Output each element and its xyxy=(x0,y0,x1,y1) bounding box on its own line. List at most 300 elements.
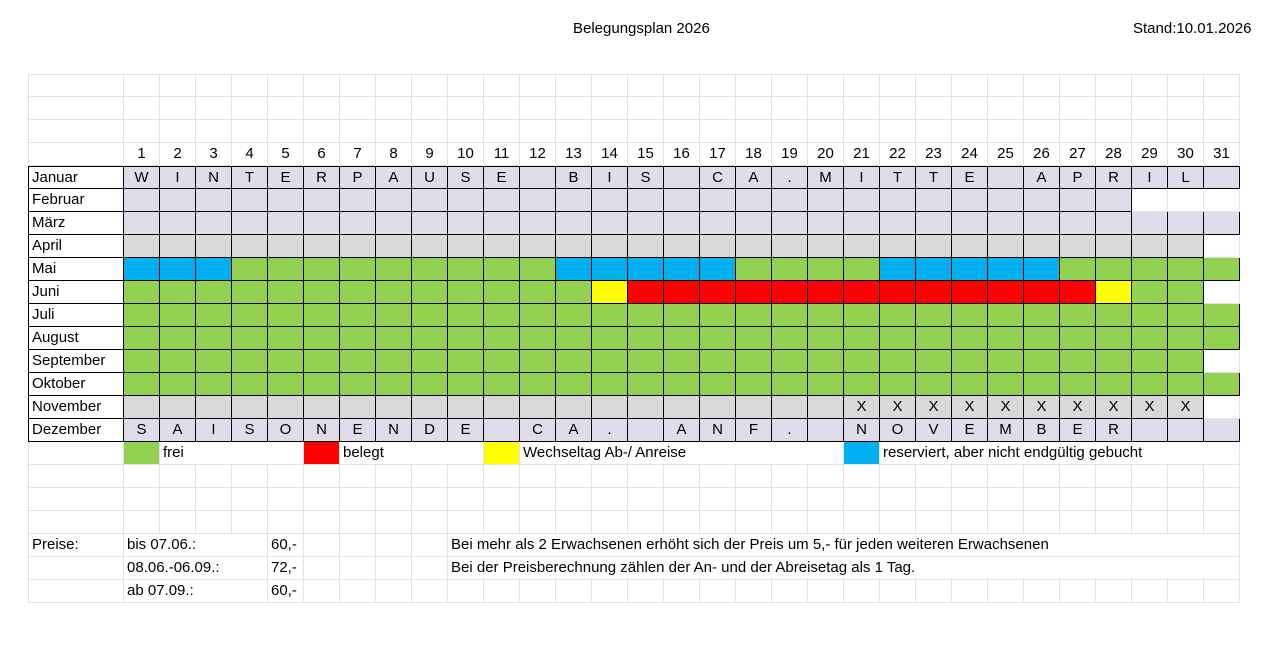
day-cell xyxy=(160,212,196,235)
day-cell xyxy=(880,304,916,327)
empty-cell xyxy=(592,511,628,534)
empty-cell xyxy=(196,97,232,120)
day-number: 6 xyxy=(304,143,340,166)
day-cell xyxy=(1024,281,1060,304)
empty-cell xyxy=(340,557,376,580)
empty-cell xyxy=(1096,74,1132,97)
day-cell xyxy=(1168,304,1204,327)
day-number: 19 xyxy=(772,143,808,166)
price-amount: 72,- xyxy=(268,557,304,580)
day-cell xyxy=(196,281,232,304)
day-cell xyxy=(268,373,304,396)
day-cell xyxy=(268,304,304,327)
day-cell xyxy=(700,281,736,304)
empty-cell xyxy=(988,511,1024,534)
day-cell xyxy=(988,373,1024,396)
day-cell xyxy=(520,396,556,419)
empty-cell xyxy=(124,120,160,143)
day-cell xyxy=(1096,258,1132,281)
day-cell xyxy=(520,327,556,350)
legend-swatch xyxy=(304,442,340,465)
day-number: 27 xyxy=(1060,143,1096,166)
day-cell xyxy=(484,419,520,442)
day-cell xyxy=(232,258,268,281)
day-cell: X xyxy=(916,396,952,419)
empty-cell xyxy=(268,74,304,97)
day-cell xyxy=(160,373,196,396)
day-cell xyxy=(664,327,700,350)
empty-cell xyxy=(304,488,340,511)
day-cell xyxy=(412,212,448,235)
empty-cell xyxy=(592,97,628,120)
empty-cell xyxy=(340,465,376,488)
empty-cell xyxy=(1168,189,1204,212)
day-cell: A xyxy=(664,419,700,442)
month-label: August xyxy=(28,327,124,350)
day-cell xyxy=(916,327,952,350)
day-cell xyxy=(304,212,340,235)
empty-cell xyxy=(520,74,556,97)
day-cell xyxy=(1132,212,1168,235)
day-cell xyxy=(628,212,664,235)
day-cell: M xyxy=(988,419,1024,442)
empty-cell xyxy=(1204,74,1240,97)
empty-cell xyxy=(268,488,304,511)
empty-cell xyxy=(1024,120,1060,143)
day-cell xyxy=(1168,350,1204,373)
empty-cell xyxy=(28,557,124,580)
empty-cell xyxy=(1060,488,1096,511)
day-cell xyxy=(268,281,304,304)
day-cell xyxy=(1168,373,1204,396)
empty-cell xyxy=(592,580,628,603)
day-cell xyxy=(304,304,340,327)
day-cell xyxy=(880,373,916,396)
empty-cell xyxy=(880,120,916,143)
day-cell xyxy=(412,304,448,327)
empty-cell xyxy=(1096,97,1132,120)
day-cell xyxy=(484,373,520,396)
day-cell xyxy=(700,235,736,258)
day-number: 28 xyxy=(1096,143,1132,166)
month-label: Dezember xyxy=(28,419,124,442)
empty-cell xyxy=(520,580,556,603)
empty-cell xyxy=(484,97,520,120)
day-cell xyxy=(1024,350,1060,373)
day-cell xyxy=(736,327,772,350)
day-cell xyxy=(628,281,664,304)
day-cell xyxy=(1096,327,1132,350)
day-cell xyxy=(1204,304,1240,327)
empty-cell xyxy=(232,488,268,511)
day-cell: D xyxy=(412,419,448,442)
empty-cell xyxy=(952,120,988,143)
empty-cell xyxy=(520,511,556,534)
empty-cell xyxy=(160,120,196,143)
day-cell: R xyxy=(1096,166,1132,189)
day-cell xyxy=(412,189,448,212)
day-cell: S xyxy=(232,419,268,442)
empty-cell xyxy=(628,511,664,534)
day-cell xyxy=(340,258,376,281)
empty-cell xyxy=(124,488,160,511)
empty-cell xyxy=(628,580,664,603)
day-cell xyxy=(124,189,160,212)
legend-swatch xyxy=(124,442,160,465)
day-cell xyxy=(520,189,556,212)
day-number: 17 xyxy=(700,143,736,166)
day-cell xyxy=(592,189,628,212)
day-cell xyxy=(448,350,484,373)
day-cell xyxy=(196,396,232,419)
day-number: 22 xyxy=(880,143,916,166)
day-cell xyxy=(520,212,556,235)
empty-cell xyxy=(304,465,340,488)
empty-cell xyxy=(124,74,160,97)
day-cell xyxy=(484,350,520,373)
day-cell xyxy=(664,258,700,281)
empty-cell xyxy=(304,557,340,580)
day-cell xyxy=(1204,327,1240,350)
month-label: November xyxy=(28,396,124,419)
empty-cell xyxy=(196,120,232,143)
day-cell xyxy=(520,281,556,304)
day-number: 10 xyxy=(448,143,484,166)
empty-cell xyxy=(196,465,232,488)
empty-cell xyxy=(448,74,484,97)
empty-cell xyxy=(736,120,772,143)
empty-cell xyxy=(448,97,484,120)
day-cell: . xyxy=(772,419,808,442)
day-cell xyxy=(916,304,952,327)
empty-cell xyxy=(1060,120,1096,143)
day-cell xyxy=(160,327,196,350)
empty-cell xyxy=(28,120,124,143)
day-cell xyxy=(628,373,664,396)
day-number: 26 xyxy=(1024,143,1060,166)
day-cell xyxy=(700,258,736,281)
day-cell xyxy=(412,281,448,304)
day-cell xyxy=(448,373,484,396)
day-cell xyxy=(952,212,988,235)
day-cell xyxy=(268,189,304,212)
empty-cell xyxy=(412,511,448,534)
empty-cell xyxy=(1132,189,1168,212)
day-cell xyxy=(304,350,340,373)
day-cell xyxy=(700,304,736,327)
day-cell xyxy=(412,373,448,396)
day-cell xyxy=(412,396,448,419)
day-cell xyxy=(664,304,700,327)
day-cell xyxy=(700,189,736,212)
day-cell: X xyxy=(880,396,916,419)
day-cell xyxy=(412,350,448,373)
day-cell xyxy=(772,304,808,327)
day-cell xyxy=(1096,235,1132,258)
day-cell xyxy=(808,327,844,350)
empty-cell xyxy=(376,534,412,557)
day-cell xyxy=(772,258,808,281)
day-cell: B xyxy=(556,166,592,189)
empty-cell xyxy=(196,488,232,511)
empty-cell xyxy=(664,74,700,97)
day-cell xyxy=(628,419,664,442)
empty-cell xyxy=(304,120,340,143)
day-cell xyxy=(232,373,268,396)
day-cell xyxy=(1060,189,1096,212)
day-cell xyxy=(736,212,772,235)
empty-cell xyxy=(376,488,412,511)
empty-cell xyxy=(1168,74,1204,97)
empty-cell xyxy=(1132,97,1168,120)
empty-cell xyxy=(412,97,448,120)
day-cell xyxy=(304,396,340,419)
empty-cell xyxy=(124,465,160,488)
empty-cell xyxy=(772,465,808,488)
day-cell xyxy=(916,235,952,258)
empty-cell xyxy=(808,511,844,534)
empty-cell xyxy=(880,74,916,97)
empty-cell xyxy=(700,120,736,143)
empty-cell xyxy=(340,534,376,557)
day-cell xyxy=(592,235,628,258)
day-cell xyxy=(448,304,484,327)
day-cell: T xyxy=(880,166,916,189)
empty-cell xyxy=(844,465,880,488)
empty-cell xyxy=(1132,580,1168,603)
day-cell xyxy=(880,212,916,235)
empty-cell xyxy=(592,465,628,488)
legend-swatch xyxy=(844,442,880,465)
day-cell xyxy=(628,235,664,258)
day-cell xyxy=(1168,327,1204,350)
empty-cell xyxy=(1168,465,1204,488)
day-cell xyxy=(340,304,376,327)
empty-cell xyxy=(520,465,556,488)
day-cell xyxy=(700,327,736,350)
empty-cell xyxy=(844,97,880,120)
empty-cell xyxy=(1096,488,1132,511)
empty-cell xyxy=(28,74,124,97)
day-cell: X xyxy=(1168,396,1204,419)
price-period: 08.06.-06.09.: xyxy=(124,557,268,580)
day-cell xyxy=(1024,304,1060,327)
day-cell xyxy=(988,327,1024,350)
day-cell xyxy=(664,235,700,258)
day-cell xyxy=(664,189,700,212)
day-cell xyxy=(844,212,880,235)
day-cell xyxy=(808,258,844,281)
empty-cell xyxy=(844,120,880,143)
day-number: 29 xyxy=(1132,143,1168,166)
day-cell xyxy=(808,373,844,396)
day-cell: N xyxy=(196,166,232,189)
day-cell xyxy=(592,373,628,396)
day-number: 4 xyxy=(232,143,268,166)
day-cell xyxy=(736,189,772,212)
day-cell xyxy=(556,258,592,281)
empty-cell xyxy=(484,465,520,488)
empty-cell xyxy=(916,488,952,511)
day-cell: A xyxy=(160,419,196,442)
empty-cell xyxy=(376,74,412,97)
month-label: Januar xyxy=(28,166,124,189)
empty-cell xyxy=(628,120,664,143)
empty-cell xyxy=(520,488,556,511)
empty-cell xyxy=(592,488,628,511)
day-cell xyxy=(1096,304,1132,327)
empty-cell xyxy=(592,74,628,97)
day-number: 14 xyxy=(592,143,628,166)
day-cell xyxy=(196,212,232,235)
empty-cell xyxy=(916,74,952,97)
day-cell xyxy=(484,235,520,258)
day-cell xyxy=(340,189,376,212)
legend-label: frei xyxy=(160,442,304,465)
day-cell xyxy=(664,373,700,396)
day-cell xyxy=(1024,189,1060,212)
day-number: 21 xyxy=(844,143,880,166)
day-cell xyxy=(628,258,664,281)
day-cell xyxy=(916,373,952,396)
day-cell xyxy=(268,396,304,419)
day-cell: X xyxy=(1060,396,1096,419)
day-number: 1 xyxy=(124,143,160,166)
day-cell: T xyxy=(232,166,268,189)
empty-cell xyxy=(592,120,628,143)
day-cell: A xyxy=(736,166,772,189)
price-amount: 60,- xyxy=(268,534,304,557)
day-cell xyxy=(1132,258,1168,281)
empty-cell xyxy=(880,465,916,488)
empty-cell xyxy=(268,120,304,143)
day-cell xyxy=(124,396,160,419)
day-cell xyxy=(880,235,916,258)
day-cell xyxy=(736,281,772,304)
day-cell xyxy=(1168,212,1204,235)
day-cell xyxy=(484,327,520,350)
day-cell xyxy=(808,235,844,258)
day-cell xyxy=(340,235,376,258)
empty-cell xyxy=(880,97,916,120)
day-cell xyxy=(484,281,520,304)
day-cell: W xyxy=(124,166,160,189)
empty-cell xyxy=(556,120,592,143)
empty-cell xyxy=(844,580,880,603)
empty-cell xyxy=(808,488,844,511)
empty-cell xyxy=(736,488,772,511)
day-cell xyxy=(988,235,1024,258)
day-cell: S xyxy=(124,419,160,442)
day-cell xyxy=(1204,212,1240,235)
legend-swatch xyxy=(484,442,520,465)
empty-cell xyxy=(952,74,988,97)
month-label: April xyxy=(28,235,124,258)
day-cell xyxy=(448,281,484,304)
day-cell: O xyxy=(880,419,916,442)
day-number: 16 xyxy=(664,143,700,166)
day-cell xyxy=(628,304,664,327)
day-cell xyxy=(700,212,736,235)
day-cell xyxy=(880,258,916,281)
empty-cell xyxy=(340,74,376,97)
day-cell: I xyxy=(160,166,196,189)
day-cell: N xyxy=(700,419,736,442)
empty-cell xyxy=(376,511,412,534)
day-cell xyxy=(1132,419,1168,442)
day-cell xyxy=(1024,212,1060,235)
empty-cell xyxy=(340,580,376,603)
day-cell xyxy=(1168,258,1204,281)
day-cell: V xyxy=(916,419,952,442)
day-cell: C xyxy=(520,419,556,442)
day-cell xyxy=(232,396,268,419)
price-note: Bei der Preisberechnung zählen der An- und der Abreisetag als 1 Tag. xyxy=(448,557,1240,580)
day-cell: . xyxy=(772,166,808,189)
empty-cell xyxy=(1060,74,1096,97)
day-cell: A xyxy=(556,419,592,442)
empty-cell xyxy=(448,580,484,603)
empty-cell xyxy=(1060,465,1096,488)
empty-cell xyxy=(304,511,340,534)
day-cell: B xyxy=(1024,419,1060,442)
empty-cell xyxy=(700,488,736,511)
day-cell: A xyxy=(1024,166,1060,189)
day-cell xyxy=(628,350,664,373)
empty-cell xyxy=(232,511,268,534)
empty-cell xyxy=(1204,396,1240,419)
day-cell xyxy=(700,350,736,373)
day-cell: S xyxy=(448,166,484,189)
empty-cell xyxy=(376,580,412,603)
day-cell xyxy=(700,373,736,396)
empty-cell xyxy=(340,488,376,511)
empty-cell xyxy=(304,97,340,120)
day-cell: F xyxy=(736,419,772,442)
day-cell: E xyxy=(952,166,988,189)
empty-cell xyxy=(28,97,124,120)
empty-cell xyxy=(916,511,952,534)
empty-cell xyxy=(124,511,160,534)
day-cell xyxy=(988,304,1024,327)
day-cell: I xyxy=(1132,166,1168,189)
day-cell xyxy=(772,281,808,304)
legend-label: reserviert, aber nicht endgültig gebucht xyxy=(880,442,1240,465)
empty-cell xyxy=(1024,511,1060,534)
empty-cell xyxy=(412,74,448,97)
day-cell xyxy=(448,396,484,419)
day-cell xyxy=(1060,212,1096,235)
empty-cell xyxy=(736,465,772,488)
day-cell xyxy=(808,304,844,327)
empty-cell xyxy=(232,120,268,143)
day-cell xyxy=(232,212,268,235)
empty-cell xyxy=(376,465,412,488)
empty-cell xyxy=(916,120,952,143)
empty-cell xyxy=(700,511,736,534)
day-cell xyxy=(628,396,664,419)
day-cell xyxy=(772,189,808,212)
empty-cell xyxy=(1168,511,1204,534)
empty-cell xyxy=(28,465,124,488)
day-cell xyxy=(1024,258,1060,281)
day-cell xyxy=(664,350,700,373)
day-cell: C xyxy=(700,166,736,189)
day-number: 2 xyxy=(160,143,196,166)
day-cell: E xyxy=(1060,419,1096,442)
day-cell xyxy=(196,373,232,396)
day-cell xyxy=(844,327,880,350)
